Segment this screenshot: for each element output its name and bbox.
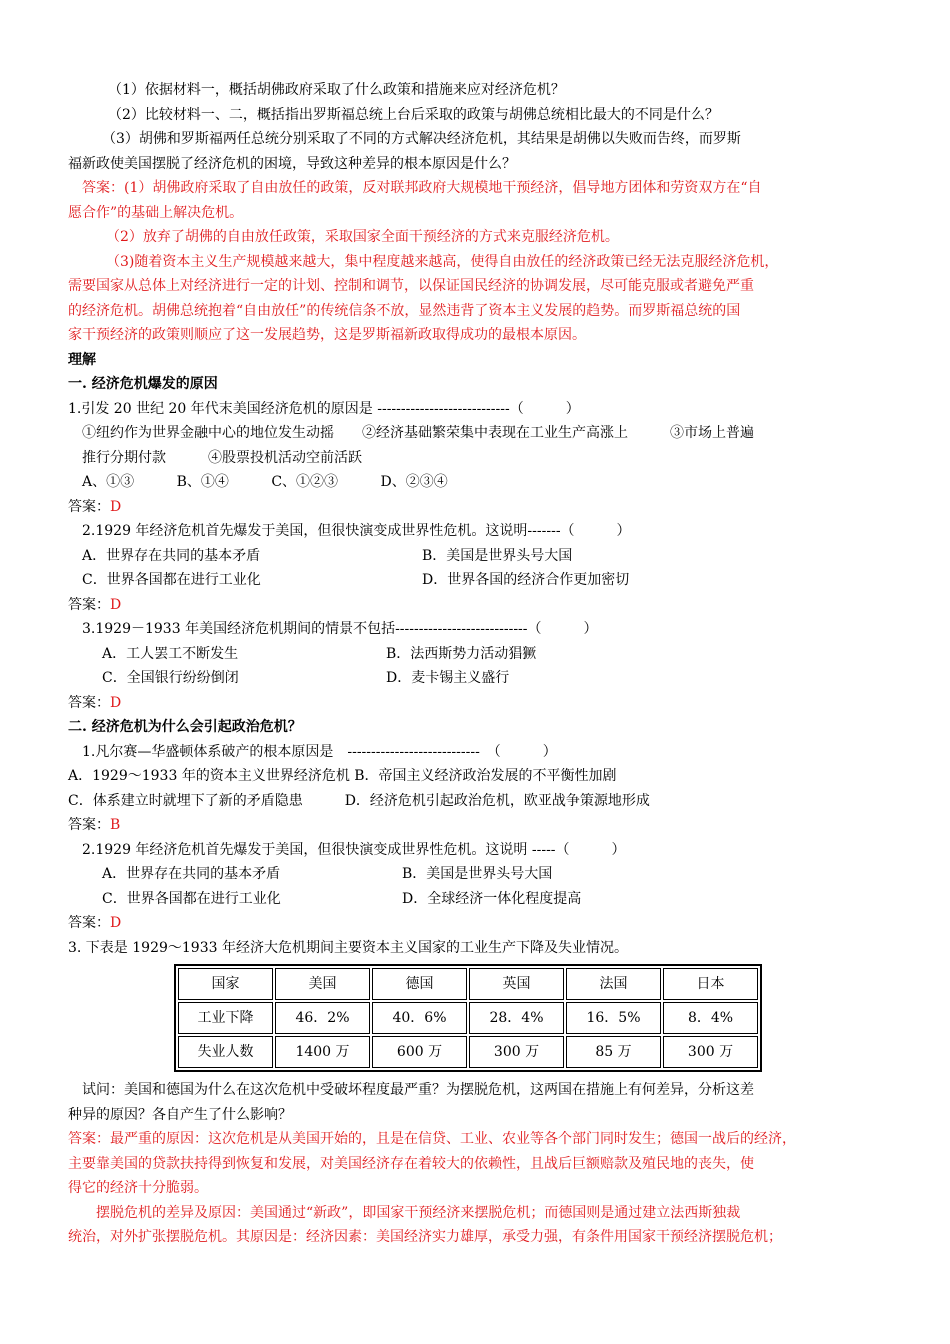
- option-a: A．世界存在共同的基本矛盾: [82, 547, 261, 564]
- sec2-q2-answer: [68, 911, 894, 936]
- sec1-q3-options-ab: [68, 642, 894, 667]
- table-header-cell: 日本: [663, 968, 758, 1000]
- sec1-q2-stem: 2.1929 年经济危机首先爆发于美国，但很快演变成世界性危机。这说明-------（ ）: [82, 523, 631, 539]
- table-cell: 1400 万: [275, 1036, 370, 1068]
- answer-value: D: [110, 694, 122, 711]
- table-row: [178, 1002, 758, 1034]
- table-cell: 失业人数: [178, 1036, 273, 1068]
- sec1-q1-line2: 推行分期付款 ④股票投机活动空前活跃: [82, 449, 362, 466]
- option-d: D、②③④: [380, 474, 448, 490]
- option-c: C、①②③: [271, 474, 339, 490]
- sec2-q3-answer-line3: 得它的经济十分脆弱。: [68, 1180, 208, 1196]
- option-d: D．全球经济一体化程度提高: [402, 890, 582, 907]
- sec2-q2-options-cd: [68, 887, 894, 912]
- answer-3-line2: 需要国家从总体上对经济进行一定的计划、控制和调节，以保证国民经济的协调发展，尽可能克服或者避免严重: [68, 278, 754, 294]
- sec2-q1-stem: 1.凡尔赛—华盛顿体系破产的根本原因是 ---------------------------- （ ）: [82, 743, 557, 760]
- table-header-cell: 美国: [275, 968, 370, 1000]
- answer-1-line2: 愿合作”的基础上解决危机。: [68, 204, 244, 221]
- sec2-q1-options-ab: A．1929～1933 年的资本主义世界经济危机 B．帝国主义经济政治发展的不平衡性加剧: [68, 768, 617, 784]
- table-cell: 28．4%: [469, 1002, 564, 1034]
- answer-value: D: [110, 596, 122, 613]
- option-d: D．世界各国的经济合作更加密切: [422, 572, 630, 588]
- answer-label: 答案：: [68, 915, 110, 931]
- option-a: A．工人罢工不断发生: [102, 645, 239, 662]
- table-header-cell: 英国: [469, 968, 564, 1000]
- section-understand: 理解: [68, 351, 96, 368]
- table-cell: 16．5%: [566, 1002, 661, 1034]
- table-cell: 工业下降: [178, 1002, 273, 1034]
- section-1-title: 一. 经济危机爆发的原因: [68, 376, 218, 392]
- sec1-q3-stem: 3.1929－1933 年美国经济危机期间的情景不包括----------------------------（ ）: [82, 621, 598, 637]
- sec2-q2-stem: 2.1929 年经济危机首先爆发于美国，但很快演变成世界性危机。这说明 -----（ ）: [82, 841, 626, 858]
- table-cell: 600 万: [372, 1036, 467, 1068]
- answer-3-line4: 家干预经济的政策则顺应了这一发展趋势，这是罗斯福新政取得成功的最根本原因。: [68, 327, 586, 343]
- section-2-title: 二. 经济危机为什么会引起政治危机？: [68, 719, 302, 735]
- option-c: C．世界各国都在进行工业化: [102, 890, 281, 907]
- answer-label: 答案：: [68, 817, 110, 833]
- sec2-q3-answer-line5: 统治，对外扩张摆脱危机。其原因是：经济因素：美国经济实力雄厚，承受力强，有条件用国家干预经济摆脱危机；: [68, 1229, 782, 1245]
- question-3-line2: 福新政使美国摆脱了经济危机的困境，导致这种差异的根本原因是什么？: [68, 155, 516, 172]
- answer-value: D: [110, 915, 122, 931]
- table-header-cell: 国家: [178, 968, 273, 1000]
- question-1: （1）依据材料一，概括胡佛政府采取了什么政策和措施来应对经济危机？: [108, 82, 565, 98]
- answer-label: 答案：: [68, 596, 110, 613]
- sec1-q3-options-cd: [68, 666, 894, 691]
- option-b: B．美国是世界头号大国: [402, 866, 553, 882]
- answer-3-line3: 的经济危机。胡佛总统抱着“自由放任”的传统信条不放，显然违背了资本主义发展的趋势。而罗斯福总统的国: [68, 302, 741, 319]
- sec2-q3-answer-line4: 摆脱危机的差异及原因：美国通过“新政”，即国家干预经济来摆脱危机；而德国则是通过建立法西斯独裁: [96, 1204, 741, 1221]
- option-b: B．法西斯势力活动猖獗: [386, 645, 537, 662]
- table-row: [178, 1036, 758, 1068]
- table-cell: 40．6%: [372, 1002, 467, 1034]
- table-header-cell: 法国: [566, 968, 661, 1000]
- sec1-q2-options-cd: [68, 568, 894, 593]
- table-cell: 85 万: [566, 1036, 661, 1068]
- data-table: [174, 964, 762, 1072]
- sec2-q3-question-line1: 试问：美国和德国为什么在这次危机中受破坏程度最严重？为摆脱危机，这两国在措施上有何差异，分析这差: [82, 1082, 754, 1098]
- sec2-q2-options-ab: [68, 862, 894, 887]
- answer-3-line1: （3)随着资本主义生产规模越来越大，集中程度越来越高，使得自由放任的经济政策已经无法克服经济危机，: [106, 253, 779, 270]
- table-cell: 8．4%: [663, 1002, 758, 1034]
- table-cell: 300 万: [469, 1036, 564, 1068]
- sec2-q1-options-cd: C．体系建立时就埋下了新的矛盾隐患 D．经济危机引起政治危机，欧亚战争策源地形成: [68, 792, 650, 809]
- table-header-cell: 德国: [372, 968, 467, 1000]
- answer-value: D: [110, 498, 122, 515]
- question-2: （2）比较材料一、二，概括指出罗斯福总统上台后采取的政策与胡佛总统相比最大的不同是什么？: [108, 106, 719, 123]
- option-d: D．麦卡锡主义盛行: [386, 670, 510, 686]
- sec2-q3-question-line2: 种异的原因？各自产生了什么影响？: [68, 1106, 292, 1123]
- sec2-q3-stem: 3. 下表是 1929～1933 年经济大危机期间主要资本主义国家的工业生产下降及失业情况。: [68, 939, 628, 956]
- sec1-q1-line1: ①纽约作为世界金融中心的地位发生动摇 ②经济基础繁荣集中表现在工业生产高涨上 ③市场上普遍: [82, 425, 754, 441]
- sec2-q3-answer-line2: 主要靠美国的贷款扶持得到恢复和发展，对美国经济存在着较大的依赖性，且战后巨额赔款及殖民地的丧失，使: [68, 1155, 754, 1172]
- sec1-q1-stem: 1.引发 20 世纪 20 年代末美国经济危机的原因是 ----------------------------（ ）: [68, 400, 580, 417]
- document-content: [68, 78, 894, 1250]
- sec1-q1-answer: [68, 495, 894, 520]
- sec1-q2-answer: [68, 593, 894, 618]
- answer-label: 答案：: [68, 498, 110, 515]
- sec2-q1-answer: [68, 813, 894, 838]
- table-cell: 46．2%: [275, 1002, 370, 1034]
- option-b: B、①④: [176, 474, 229, 490]
- option-c: C．全国银行纷纷倒闭: [102, 670, 239, 686]
- answer-2: （2）放弃了胡佛的自由放任政策，采取国家全面干预经济的方式来克服经济危机。: [106, 229, 619, 245]
- option-a: A．世界存在共同的基本矛盾: [102, 866, 281, 882]
- answer-value: B: [110, 817, 121, 833]
- sec1-q3-answer: [68, 691, 894, 716]
- sec1-q2-options-ab: [68, 544, 894, 569]
- option-a: A、①③: [82, 474, 135, 490]
- table-cell: 300 万: [663, 1036, 758, 1068]
- answer-label: 答案：: [68, 694, 110, 711]
- option-b: B．美国是世界头号大国: [422, 547, 573, 564]
- option-c: C．世界各国都在进行工业化: [82, 572, 261, 588]
- sec2-q3-answer-line1: 答案：最严重的原因：这次危机是从美国开始的，且是在信贷、工业、农业等各个部门同时发生；德国一战后的经济，: [68, 1131, 796, 1147]
- sec1-q1-options: [68, 470, 894, 495]
- answer-1-line1: 答案：(1）胡佛政府采取了自由放任的政策，反对联邦政府大规模地干预经济，倡导地方团体和劳资双方在“自: [82, 180, 762, 196]
- question-3-line1: （3）胡佛和罗斯福两任总统分别采取了不同的方式解决经济危机，其结果是胡佛以失败而告终，而罗斯: [102, 131, 741, 147]
- table-header-row: [178, 968, 758, 1000]
